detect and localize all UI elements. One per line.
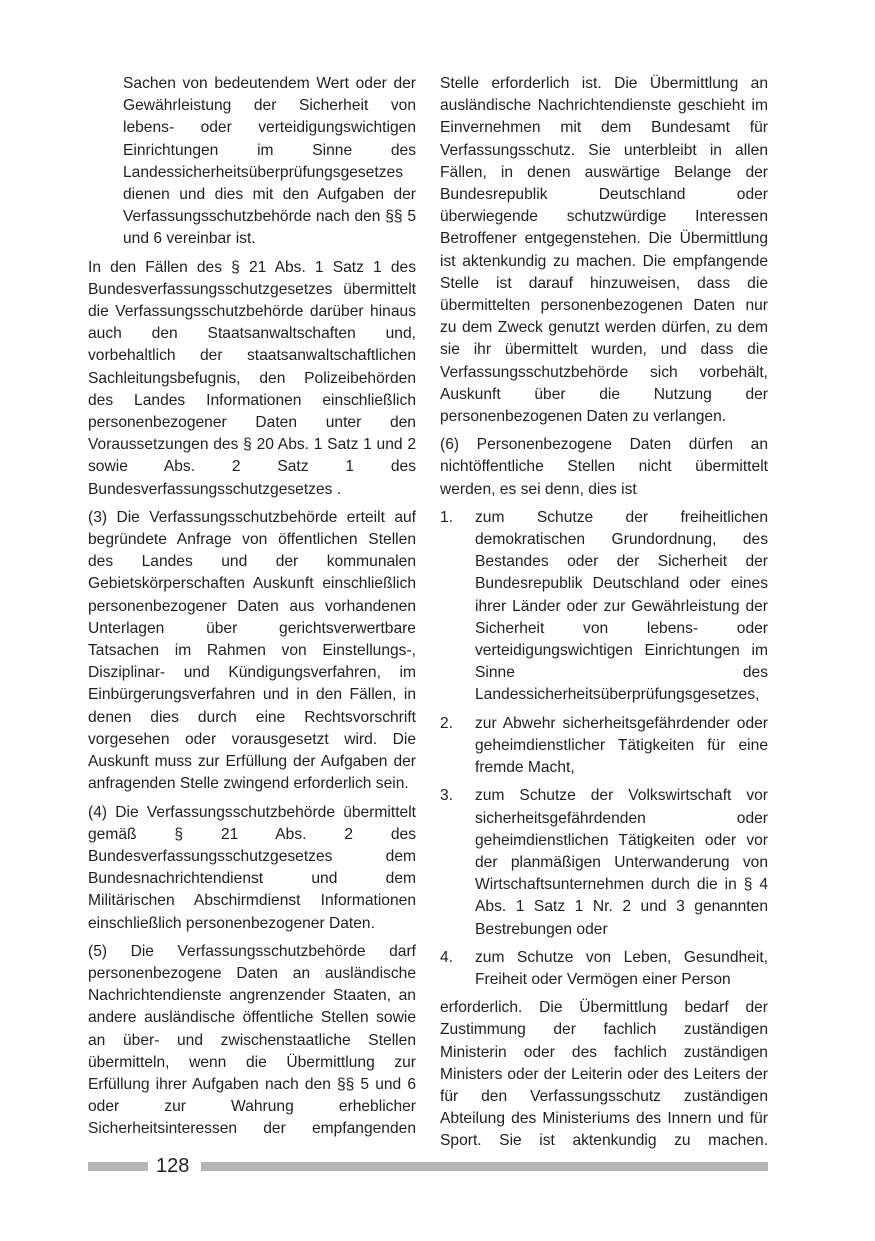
- page-footer: [88, 1153, 768, 1179]
- list-item-text: zum Schutze der freiheitlichen demokratischen Grundordnung, des Bestandes oder der Sicherheit der Bundesrepublik Deutschland oder eines ihrer Länder oder zur Gewährleistung der Sicherheit von lebens- oder verteidigungswichtigen Einrichtungen im Sinne des Landessicherheitsüberprüfungsgesetzes,: [475, 508, 768, 704]
- paragraph-4: (4) Die Verfassungsschutzbehörde übermittelt gemäß § 21 Abs. 2 des Bundesverfassungsschutzgesetzes dem Bundesnachrichtendienst und dem Militärischen Abschirmdienst Informationen einschließlich personenbezogener Daten.: [88, 803, 416, 932]
- list-item: [440, 507, 768, 707]
- footer-bar-left: [88, 1162, 148, 1171]
- paragraph-3: (3) Die Verfassungsschutzbehörde erteilt auf begründete Anfrage von öffentlichen Stellen des Landes und der kommunalen Gebietskörperschaften Auskunft einschließlich personenbezogener Daten aus vorhandenen Unterlagen über gerichtsverwertbare Tatsachen im Rahmen von Einstellungs-, Disziplinar- und Kündigungsverfahren, im Einbürgerungsverfahren und in den Fällen, in denen dies durch eine Rechtsvorschrift vorgesehen oder vorausgesetzt wird. Die Auskunft muss zur Erfüllung der Aufgaben der anfragenden Stelle zwingend erforderlich sein.: [88, 508, 416, 793]
- list-item: [440, 947, 768, 991]
- closing-paragraph: erforderlich. Die Übermittlung bedarf der Zustimmung der fachlich zuständigen Ministerin oder des fachlich zuständigen Ministers oder der Leiterin oder des Leiters der für den Verfassungsschutz zuständigen Abteilung des Ministeriums des Innern und für Sport. Sie ist aktenkundig zu machen.: [440, 999, 768, 1150]
- list-item-number: 3.: [440, 787, 454, 805]
- list-item-number: 4.: [440, 948, 454, 966]
- continued-list-item: Sachen von bedeutendem Wert oder der Gewährleistung der Sicherheit von lebens- oder verteidigungswichtigen Einrichtungen im Sinne des Landessicherheitsüberprüfungsgesetzes dienen und dies mit den Aufgaben der Verfassungsschutzbehörde nach den §§ 5 und 6 vereinbar ist.: [123, 75, 416, 248]
- list-item: [440, 713, 768, 780]
- list-item-text: zum Schutze der Volkswirtschaft vor sicherheitsgefährdenden oder geheimdienstlichen Tätigkeiten oder vor der planmäßigen Unterwanderung von Wirtschaftsunternehmen durch die in § 4 Abs. 1 Satz 1 Nr. 2 und 3 genannten Bestrebungen oder: [475, 787, 768, 938]
- list-item-number: 1.: [440, 508, 454, 526]
- list-item-text: zur Abwehr sicherheitsgefährdender oder geheimdienstlicher Tätigkeiten für eine fremde Macht,: [475, 714, 768, 777]
- page-number: 128: [156, 1155, 190, 1177]
- paragraph-5-continued: Stelle erforderlich ist. Die Übermittlung an ausländische Nachrichtendienste geschieht im Einvernehmen mit dem Bundesamt für Verfassungsschutz. Sie unterbleibt in allen Fällen, in denen auswärtige Belange der Bundesrepublik Deutschland oder überwiegende schutzwürdige Interessen Betroffener entgegenstehen. Die Übermittlung ist aktenkundig zu machen. Die empfangende Stelle ist darauf hinzuweisen, dass die übermittelten personenbezogenen Daten nur zu dem Zweck genutzt werden dürfen, zu dem sie ihr übermittelt wurden, und dass die Verfassungsschutzbehörde sich vorbehält, Auskunft über die Nutzung der personenbezogenen Daten zu verlangen.: [440, 75, 768, 426]
- paragraph-6: (6) Personenbezogene Daten dürfen an nichtöffentliche Stellen nicht übermittelt werden, es sei denn, dies ist: [440, 436, 768, 498]
- list-item: [440, 785, 768, 940]
- paragraph-5-start: (5) Die Verfassungsschutzbehörde darf personenbezogene Daten an ausländische Nachrichtendienste angrenzender Staaten, an andere ausländische öffentliche Stellen sowie an über- und zwischenstaatliche Stellen übermitteln, wenn die Übermittlung zur Erfüllung ihrer Aufgaben nach den §§ 5 und 6 oder zur Wahrung erheblicher Sicherheitsinteressen der empfangenden: [88, 942, 416, 1138]
- right-column: [440, 73, 768, 1153]
- paragraph-2: In den Fällen des § 21 Abs. 1 Satz 1 des Bundesverfassungsschutzgesetzes übermittelt die Verfassungsschutzbehörde darüber hinaus auch den Staatsanwaltschaften und, vorbehaltlich der staatsanwaltschaftlichen Sachleitungsbefugnis, den Polizeibehörden des Landes Informationen einschließlich personenbezogener Daten unter den Voraussetzungen des § 20 Abs. 1 Satz 1 und 2 sowie Abs. 2 Satz 1 des Bundesverfassungsschutzgesetzes .: [88, 258, 416, 498]
- left-column: [88, 73, 416, 1141]
- footer-bar-right: [201, 1162, 768, 1171]
- list-item-text: zum Schutze von Leben, Gesundheit, Freiheit oder Vermögen einer Person: [475, 948, 768, 988]
- list-item-number: 2.: [440, 714, 454, 732]
